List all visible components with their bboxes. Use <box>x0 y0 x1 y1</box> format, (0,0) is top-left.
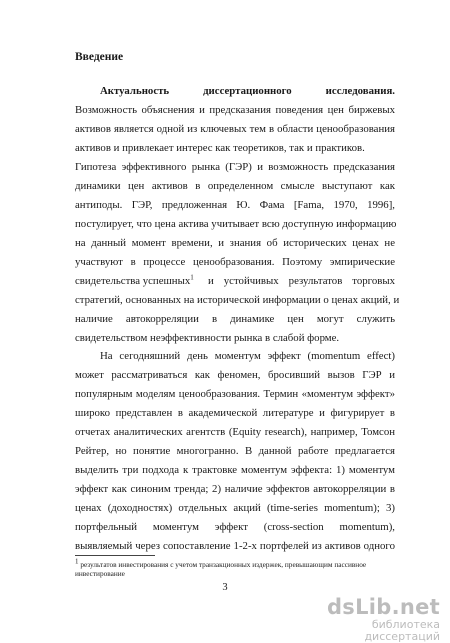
footnote-text: результатов инвестирования с учетом транзакционных издержек, превышающим пассивное <box>78 560 367 569</box>
text-line: эффект как синоним тренда; 2) наличие эффектов автокорреляции в <box>75 483 395 495</box>
text-line: Возможность объяснения и предсказания поведения цен биржевых <box>75 104 395 116</box>
text-line: и устойчивых результатов торговых <box>208 275 395 287</box>
text-line: выявляемый через сопоставление 1-2-х портфелей из активов одного <box>75 540 395 552</box>
text-line: свидетельством неэффективности рынка в слабой форме. <box>75 332 340 344</box>
watermark-subtitle: библиотека диссертаций <box>364 618 440 643</box>
text-line: наличие автокорреляции в динамике цен могут служить <box>75 313 395 325</box>
paragraph-lead: Актуальность диссертационного исследования. <box>100 85 395 97</box>
text-line: широко представлен в академической литературе и фигурирует в <box>75 407 395 419</box>
text-line: динамики цен активов в определенном смысле выступают как <box>75 180 395 192</box>
page-number: 3 <box>222 582 228 593</box>
text-line: На сегодняшний день моментум эффект (momentum effect) <box>100 350 395 362</box>
watermark-logo: dsLib.net <box>326 595 440 619</box>
footnote-mark: 1 <box>75 557 79 566</box>
text-line: антиподы. ГЭР, предложенная Ю. Фама [Fama, 1970, 1996], <box>75 199 395 211</box>
text-line: участвуют в процессе ценообразования. Поэтому эмпирические <box>75 256 395 268</box>
text-line <box>75 274 194 288</box>
text-line: активов является одной из ключевых тем в области ценообразования <box>75 123 395 135</box>
text-fragment: свидетельства успешных <box>75 275 191 287</box>
footnote-reference: 1 <box>190 273 194 282</box>
text-line: постулирует, что цена актива учитывает всю доступную информацию <box>75 218 397 230</box>
text-line: популярным моделям ценообразования. Термин «моментум эффект» <box>75 388 395 400</box>
watermark <box>300 595 440 643</box>
text-line: активов и привлекает интерес как теоретиков, так и практиков. <box>75 142 365 154</box>
text-line: ценах (доходностях) отдельных акций (time-series momentum); 3) <box>75 502 395 514</box>
footnote-divider <box>75 555 155 556</box>
text-line: стратегий, основанных на исторической информации о ценах акций, и <box>75 294 400 306</box>
text-line: отчетах аналитических агентств (Equity research), например, Томсон <box>75 426 395 438</box>
text-line: Гипотеза эффективного рынка (ГЭР) и возможность предсказания <box>75 161 395 173</box>
footnote-line <box>75 557 405 569</box>
text-line: может рассматриваться как феномен, бросивший вызов ГЭР и <box>75 369 395 381</box>
text-line: выделить три подхода к трактовке моментум эффекта: 1) моментум <box>75 464 395 476</box>
footnote-line: инвестирование <box>75 569 125 578</box>
text-line: на данный момент времени, и знания об исторических ценах не <box>75 237 395 249</box>
text-line: портфельный моментум эффект (cross-section momentum), <box>75 521 395 533</box>
text-line: Рейтер, но понятие многогранно. В данной работе предлагается <box>75 445 395 457</box>
section-heading: Введение <box>75 51 124 63</box>
